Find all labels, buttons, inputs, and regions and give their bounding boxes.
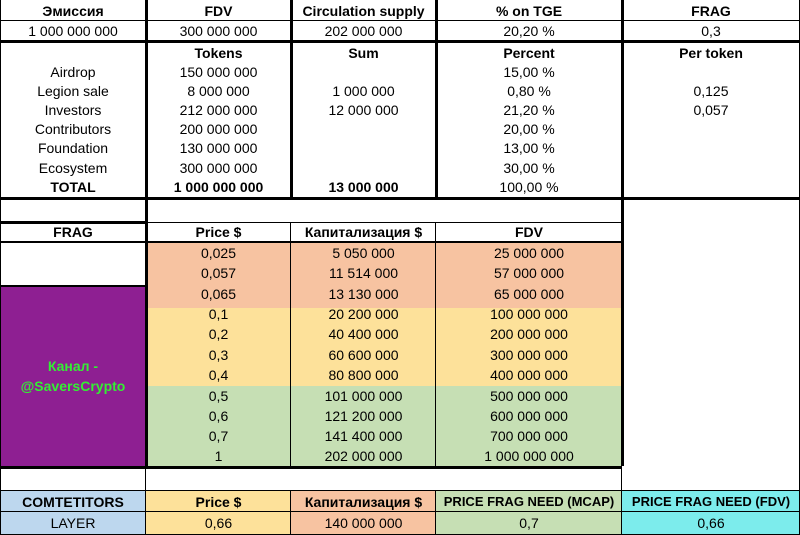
grid-line [0, 40, 800, 43]
alloc-row-tokens: 200 000 000 [179, 121, 258, 137]
summary-header-frag: FRAG [691, 2, 731, 19]
grid-line [435, 490, 436, 535]
valuation-cap: 13 130 000 [328, 286, 399, 302]
grid-line [621, 466, 622, 535]
competitor-cap: 140 000 000 [324, 515, 403, 531]
valuation-price: 0,065 [200, 286, 237, 302]
valuation-price: 0,7 [208, 428, 229, 444]
valuation-cap: 60 600 000 [328, 347, 399, 363]
competitors-header-need-fdv: PRICE FRAG NEED (FDV) [631, 494, 791, 509]
alloc-row-name: Airdrop [50, 64, 96, 80]
channel-banner [0, 286, 146, 466]
valuation-cap: 141 400 000 [324, 428, 403, 444]
grid-line [146, 222, 622, 223]
valuation-fdv: 600 000 000 [490, 408, 568, 424]
alloc-row-tokens: 130 000 000 [179, 140, 258, 156]
alloc-row-tokens: 212 000 000 [179, 102, 258, 118]
summary-header-circulation: Circulation supply [302, 2, 425, 19]
grid-line [0, 466, 622, 469]
valuation-cap: 5 050 000 [332, 245, 395, 261]
alloc-header-tokens: Tokens [194, 44, 243, 61]
alloc-row-sum [291, 138, 436, 158]
valuation-cap: 40 400 000 [328, 326, 399, 342]
valuation-price: 0,025 [200, 245, 237, 261]
valuation-fdv: 100 000 000 [490, 306, 568, 322]
summary-header-fdv: FDV [204, 2, 233, 19]
valuation-fdv: 1 000 000 000 [484, 448, 574, 464]
alloc-row-tokens: 300 000 000 [179, 160, 258, 176]
grid-line [290, 222, 291, 466]
alloc-row-per-token [622, 138, 800, 158]
competitors-header-cap: Капитализация $ [304, 493, 423, 510]
alloc-row-percent: 21,20 % [503, 102, 555, 118]
valuation-cap: 80 800 000 [328, 367, 399, 383]
competitors-header-need-mcap: PRICE FRAG NEED (MCAP) [443, 494, 615, 509]
alloc-row-name: Investors [44, 102, 102, 118]
alloc-row-percent: 15,00 % [503, 64, 555, 80]
valuation-price: 0,4 [208, 367, 229, 383]
grid-line [435, 222, 436, 466]
alloc-header-per-token: Per token [679, 44, 743, 61]
alloc-row-percent: 20,00 % [503, 121, 555, 137]
alloc-row-per-token [622, 62, 800, 82]
alloc-row-per-token [622, 158, 800, 178]
alloc-total-sum: 13 000 000 [328, 179, 399, 195]
alloc-row-per-token: 0,057 [693, 102, 729, 118]
alloc-row-sum: 1 000 000 [332, 83, 395, 99]
grid-line [0, 221, 146, 224]
grid-line [290, 0, 293, 200]
alloc-row-tokens: 150 000 000 [179, 64, 258, 80]
valuation-header-price: Price $ [195, 224, 242, 240]
summary-header-emission: Эмиссия [42, 2, 104, 19]
competitor-price: 0,66 [204, 515, 233, 531]
competitor-need-mcap: 0,7 [519, 515, 539, 531]
alloc-header-sum: Sum [348, 44, 379, 61]
valuation-fdv: 200 000 000 [490, 326, 568, 342]
alloc-row-sum: 12 000 000 [328, 102, 399, 118]
summary-value-tge: 20,20 % [503, 23, 555, 39]
valuation-price: 0,6 [208, 408, 229, 424]
alloc-header-percent: Percent [503, 44, 555, 61]
summary-value-emission: 1 000 000 000 [28, 23, 118, 39]
channel-text: Канал - @SaversCrypto [20, 358, 126, 394]
valuation-header-cap: Капитализация $ [304, 224, 423, 240]
alloc-row-percent: 30,00 % [503, 160, 555, 176]
grid-line [435, 0, 438, 200]
valuation-price: 0,1 [208, 306, 229, 322]
valuation-fdv: 25 000 000 [493, 245, 565, 261]
alloc-total-tokens: 1 000 000 000 [173, 179, 264, 195]
summary-value-fdv: 300 000 000 [179, 23, 258, 39]
valuation-fdv: 700 000 000 [490, 428, 568, 444]
valuation-price: 0,3 [208, 347, 229, 363]
alloc-total-label: TOTAL [50, 179, 96, 195]
grid-line [0, 20, 800, 21]
alloc-row-sum [291, 62, 436, 82]
alloc-row-name: Ecosystem [38, 160, 108, 176]
competitor-name: LAYER [50, 515, 96, 531]
alloc-total-percent: 100,00 % [499, 179, 559, 195]
grid-line [290, 490, 291, 535]
alloc-row-per-token [622, 119, 800, 139]
valuation-label: FRAG [53, 224, 93, 240]
competitors-header-name: COMTETITORS [22, 493, 124, 510]
competitor-need-fdv: 0,66 [697, 515, 725, 531]
grid-line [0, 197, 800, 200]
summary-value-circulation: 202 000 000 [324, 23, 403, 39]
valuation-fdv: 57 000 000 [493, 265, 565, 281]
valuation-header-fdv: FDV [515, 224, 543, 240]
alloc-row-percent: 0,80 % [507, 83, 551, 99]
summary-value-frag: 0,3 [701, 23, 721, 39]
alloc-row-name: Legion sale [37, 83, 109, 99]
grid-line [0, 490, 800, 491]
valuation-price: 0,5 [208, 388, 229, 404]
alloc-row-name: Contributors [34, 121, 112, 137]
valuation-price: 0,057 [200, 265, 237, 281]
grid-line [0, 0, 1, 535]
valuation-cap: 202 000 000 [324, 448, 403, 464]
alloc-row-name: Foundation [37, 140, 109, 156]
alloc-row-tokens: 8 000 000 [187, 83, 250, 99]
summary-header-tge: % on TGE [495, 2, 563, 19]
valuation-cap: 20 200 000 [328, 306, 399, 322]
competitors-header-price: Price $ [195, 493, 242, 510]
valuation-fdv: 400 000 000 [490, 367, 568, 383]
grid-line [621, 0, 624, 466]
valuation-fdv: 300 000 000 [490, 347, 568, 363]
alloc-row-percent: 13,00 % [503, 140, 555, 156]
alloc-row-per-token: 0,125 [693, 83, 729, 99]
grid-line [0, 285, 146, 287]
grid-line [145, 0, 148, 466]
alloc-row-sum [291, 158, 436, 178]
valuation-fdv: 65 000 000 [493, 286, 565, 302]
valuation-cap: 121 200 000 [324, 408, 403, 424]
grid-line [0, 241, 622, 243]
valuation-cap: 11 514 000 [328, 265, 399, 281]
grid-line [0, 511, 800, 512]
valuation-fdv: 500 000 000 [490, 388, 568, 404]
grid-line [145, 466, 146, 535]
valuation-price: 0,2 [208, 326, 229, 342]
alloc-row-sum [291, 119, 436, 139]
valuation-price: 1 [214, 448, 223, 464]
valuation-cap: 101 000 000 [324, 388, 403, 404]
